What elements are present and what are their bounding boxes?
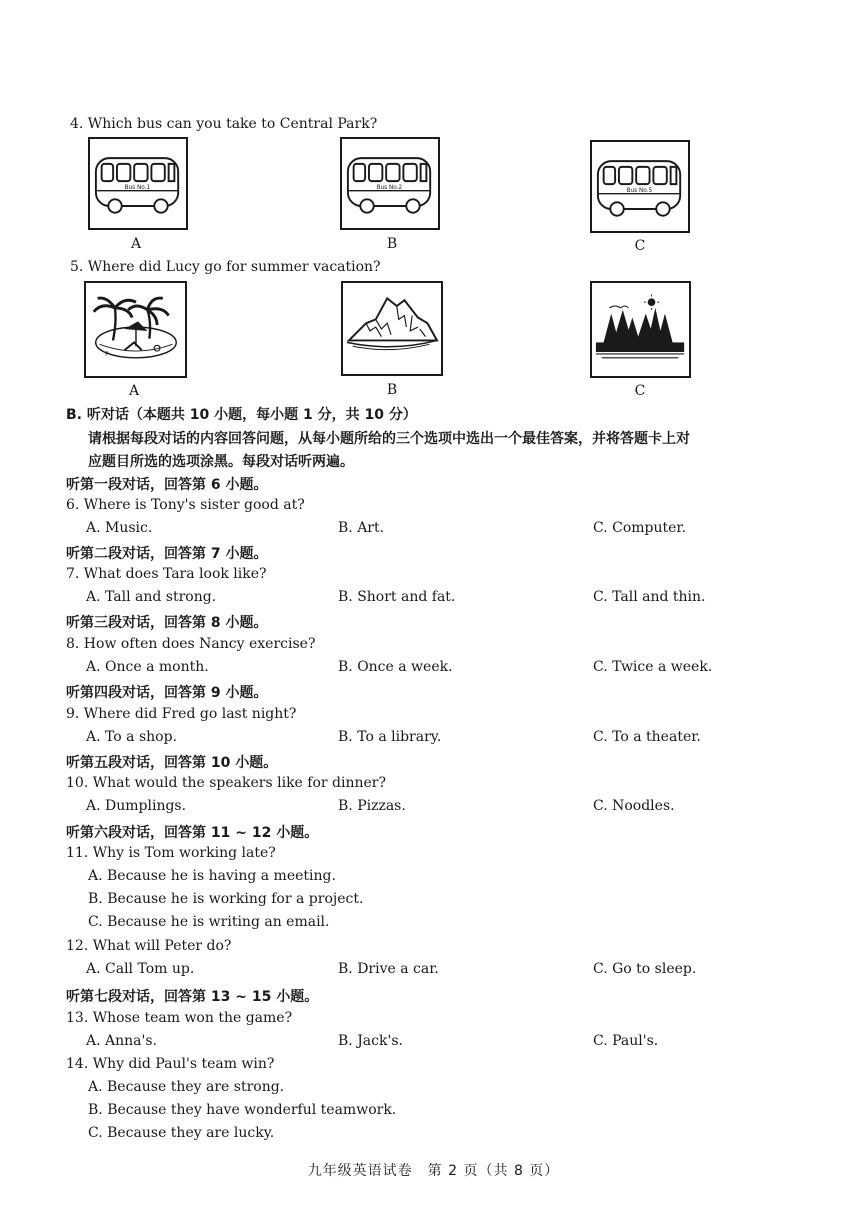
mountain-picture bbox=[341, 281, 443, 376]
option-label-c: C bbox=[634, 383, 646, 399]
dialogue-instruction: 听第三段对话，回答第 8 小题。 bbox=[66, 615, 268, 631]
option-c: C. To a theater. bbox=[593, 729, 701, 745]
option-c: C. Computer. bbox=[593, 520, 687, 536]
option-line: A. Because he is having a meeting. bbox=[88, 868, 336, 884]
bus-icon bbox=[90, 139, 186, 228]
bus-number-text: Bus No.5 bbox=[626, 187, 653, 194]
question-text: 13. Whose team won the game? bbox=[66, 1010, 293, 1026]
bus-picture-b bbox=[340, 137, 440, 230]
option-line: A. Because they are strong. bbox=[88, 1079, 285, 1095]
option-label-a: A bbox=[130, 236, 142, 252]
option-c: C. Noodles. bbox=[593, 798, 675, 814]
option-a: A. To a shop. bbox=[86, 729, 177, 745]
option-label-b: B bbox=[386, 236, 398, 252]
dialogue-instruction: 听第一段对话，回答第 6 小题。 bbox=[66, 477, 268, 493]
question-text: 7. What does Tara look like? bbox=[66, 566, 267, 582]
question-text: 12. What will Peter do? bbox=[66, 938, 232, 954]
bus-number-text: Bus No.1 bbox=[124, 184, 151, 191]
question-text: 8. How often does Nancy exercise? bbox=[66, 636, 316, 652]
option-b: B. Drive a car. bbox=[338, 961, 439, 977]
bus-picture-c bbox=[590, 140, 690, 233]
option-a: A. Once a month. bbox=[86, 659, 209, 675]
option-line: B. Because he is working for a project. bbox=[88, 891, 364, 907]
option-c: C. Tall and thin. bbox=[593, 589, 706, 605]
option-a: A. Music. bbox=[86, 520, 153, 536]
option-line: B. Because they have wonderful teamwork. bbox=[88, 1102, 397, 1118]
option-label-c: C bbox=[634, 238, 646, 254]
option-label-b: B bbox=[386, 382, 398, 398]
option-line: C. Because they are lucky. bbox=[88, 1125, 275, 1141]
option-c: C. Paul's. bbox=[593, 1033, 659, 1049]
question-5: 5. Where did Lucy go for summer vacation? bbox=[70, 259, 381, 275]
bus-number-text: Bus No.2 bbox=[376, 184, 403, 191]
option-c: C. Twice a week. bbox=[593, 659, 713, 675]
option-line: C. Because he is writing an email. bbox=[88, 914, 330, 930]
question-text: 11. Why is Tom working late? bbox=[66, 845, 276, 861]
option-c: C. Go to sleep. bbox=[593, 961, 697, 977]
question-text: 14. Why did Paul's team win? bbox=[66, 1056, 275, 1072]
dialogue-instruction: 听第五段对话，回答第 10 小题。 bbox=[66, 755, 278, 771]
option-a: A. Anna's. bbox=[86, 1033, 157, 1049]
option-a: A. Call Tom up. bbox=[86, 961, 195, 977]
bus-icon bbox=[592, 142, 688, 231]
section-b-instruction-line-2: 应题目所选的选项涂黑。每段对话听两遍。 bbox=[88, 454, 354, 470]
mountain-icon bbox=[343, 283, 441, 374]
question-text: 10. What would the speakers like for dinner? bbox=[66, 775, 386, 791]
option-a: A. Dumplings. bbox=[86, 798, 187, 814]
bus-picture-a bbox=[88, 137, 188, 230]
forest-lake-icon bbox=[592, 283, 689, 376]
question-4: 4. Which bus can you take to Central Park? bbox=[70, 116, 378, 132]
option-b: B. Once a week. bbox=[338, 659, 453, 675]
page-footer: 九年级英语试卷 第 2 页（共 8 页） bbox=[307, 1163, 560, 1179]
beach-island-icon bbox=[86, 283, 185, 376]
option-a: A. Tall and strong. bbox=[86, 589, 217, 605]
question-text: 6. Where is Tony's sister good at? bbox=[66, 497, 305, 513]
option-b: B. Pizzas. bbox=[338, 798, 406, 814]
option-b: B. Short and fat. bbox=[338, 589, 456, 605]
option-b: B. Jack's. bbox=[338, 1033, 403, 1049]
section-b-instruction-line-1: 请根据每段对话的内容回答问题，从每小题所给的三个选项中选出一个最佳答案，并将答题卡上对 bbox=[88, 431, 690, 447]
forest-lake-picture bbox=[590, 281, 691, 378]
svg-text:P: P bbox=[105, 351, 109, 358]
option-b: B. To a library. bbox=[338, 729, 442, 745]
option-b: B. Art. bbox=[338, 520, 385, 536]
dialogue-instruction: 听第七段对话，回答第 13 ~ 15 小题。 bbox=[66, 989, 319, 1005]
beach-island-picture bbox=[84, 281, 187, 378]
dialogue-instruction: 听第六段对话，回答第 11 ~ 12 小题。 bbox=[66, 825, 319, 841]
bus-icon bbox=[342, 139, 438, 228]
option-label-a: A bbox=[128, 383, 140, 399]
section-b-title: B. 听对话（本题共 10 小题，每小题 1 分，共 10 分） bbox=[66, 407, 417, 423]
dialogue-instruction: 听第二段对话，回答第 7 小题。 bbox=[66, 546, 268, 562]
dialogue-instruction: 听第四段对话，回答第 9 小题。 bbox=[66, 685, 268, 701]
question-text: 9. Where did Fred go last night? bbox=[66, 706, 297, 722]
